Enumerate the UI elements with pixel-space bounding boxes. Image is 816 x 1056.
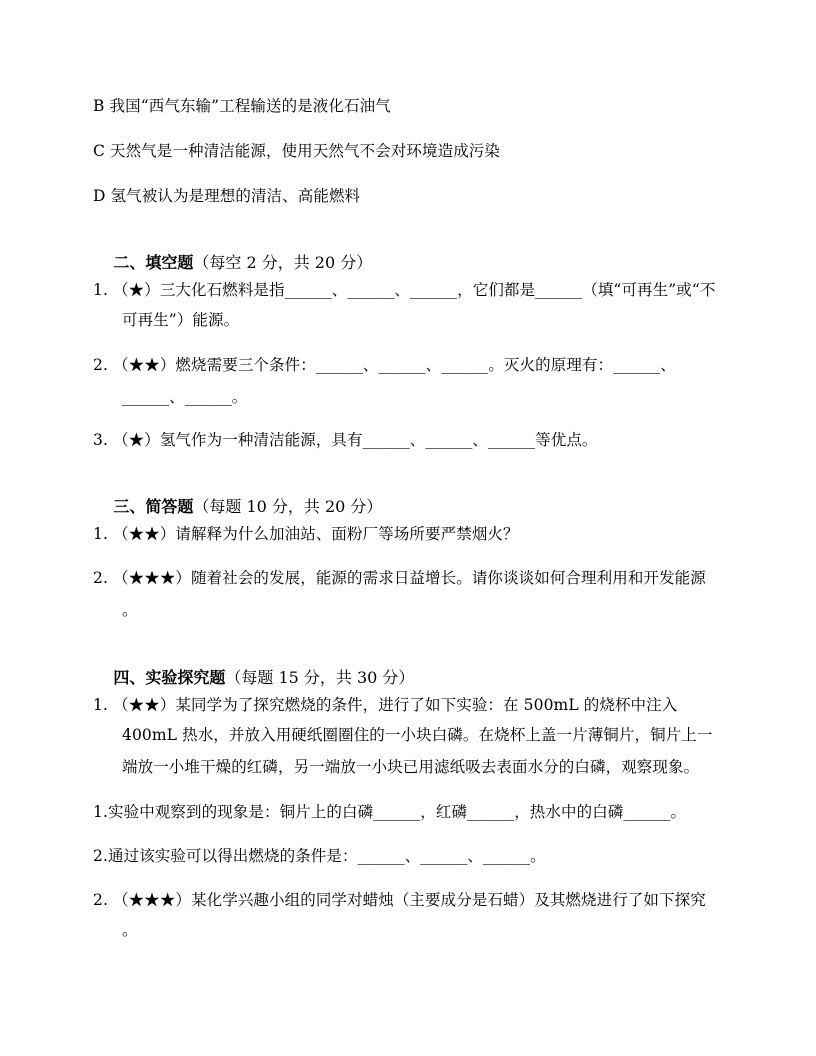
section-heading-title: 三、简答题: [113, 497, 194, 516]
section-heading-score: （每空 2 分，共 20 分）: [193, 253, 373, 272]
section-heading-score: （每题 15 分，共 30 分）: [225, 668, 415, 687]
question-line: 1. （★）三大化石燃料是指______、______、______，它们都是______（填“可再生”或“不: [93, 281, 716, 299]
question-line: 1. （★★）某同学为了探究燃烧的条件，进行了如下实验：在 500mL 的烧杯中注入: [93, 696, 678, 714]
question-line: 。: [122, 921, 138, 939]
question-line: 400mL 热水，并放入用硬纸圈圈住的一小块白磷。在烧杯上盖一片薄铜片，铜片上一: [122, 726, 713, 744]
question-line: 1. （★★）请解释为什么加油站、面粉厂等场所要严禁烟火？: [93, 525, 519, 543]
section-heading-title: 二、填空题: [113, 253, 194, 272]
option-c: C 天然气是一种清洁能源，使用天然气不会对环境造成污染: [93, 142, 500, 160]
sub-question-line: 1.实验中观察到的现象是：铜片上的白磷______，红磷______，热水中的白磷______。: [93, 803, 687, 821]
question-line: 3. （★）氢气作为一种清洁能源，具有______、______、______等优点。: [93, 431, 598, 449]
sub-question-line: 2.通过该实验可以得出燃烧的条件是：______、______、______。: [93, 847, 546, 865]
question-line: 2. （★★★）某化学兴趣小组的同学对蜡烛（主要成分是石蜡）及其燃烧进行了如下探究: [93, 891, 706, 909]
option-d: D 氢气被认为是理想的清洁、高能燃料: [93, 187, 361, 205]
section-heading-title: 四、实验探究题: [113, 668, 226, 687]
question-line: 。: [122, 601, 138, 619]
question-line: 可再生”）能源。: [122, 311, 240, 329]
question-line: ______、______。: [122, 388, 248, 406]
question-line: 2. （★★★）随着社会的发展，能源的需求日益增长。请你谈谈如何合理利用和开发能源: [93, 569, 706, 587]
question-line: 端放一小堆干燥的红磷，另一端放一小块已用滤纸吸去表面水分的白磷，观察现象。: [122, 758, 700, 776]
question-line: 2. （★★）燃烧需要三个条件：______、______、______。灭火的原理有：______、: [93, 356, 676, 374]
section-heading-score: （每题 10 分，共 20 分）: [193, 497, 383, 516]
option-b: B 我国“西气东输”工程输送的是液化石油气: [93, 97, 391, 115]
